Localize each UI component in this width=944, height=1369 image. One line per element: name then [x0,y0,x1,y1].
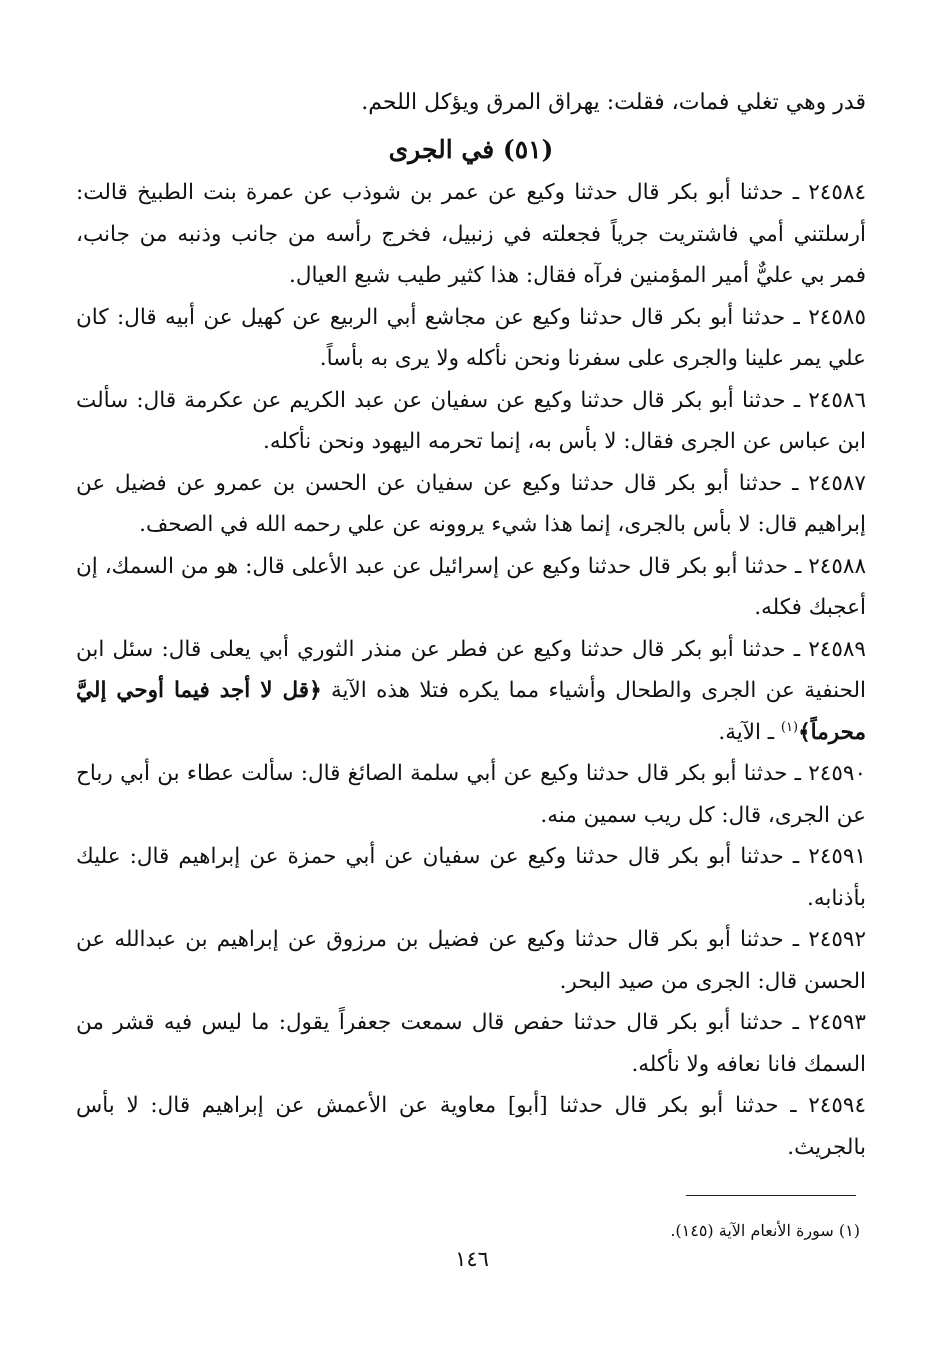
hadith-text: ـ حدثنا أبو بكر قال حدثنا حفص قال سمعت جعفراً يقول: ما ليس فيه قشر من السمك فانا نعافه ولا نأكله. [76,1010,866,1077]
hadith-number: ٢٤٥٨٦ [808,387,866,413]
quran-quote: ﴿قل لا أجد فيما أوحي إليَّ محرماً﴾ [76,678,866,745]
hadith-text: ـ حدثنا أبو بكر قال حدثنا وكيع عن عمر بن شوذب عن عمرة بنت الطبيخ قالت: أرسلتني أمي فاشتريت جرياً فجعلته في زنبيل، فخرج رأسه من جانب وذنبه من جانب، فمر بي عليٌّ أمير المؤمنين فرآه فقال: هذا كثير طيب شبع العيال. [76,180,866,288]
section-heading: (٥١) في الجرى [388,135,554,164]
hadith-text: ـ حدثنا أبو بكر قال حدثنا وكيع عن مجاشع أبي الربيع عن كهيل عن أبيه قال: كان علي يمر علينا والجرى على سفرنا ونحن نأكله ولا يرى به بأساً. [76,304,866,371]
hadith-number: ٢٤٥٨٥ [808,304,866,330]
footnote-reference[interactable]: (١) [780,719,799,735]
hadith-number: ٢٤٥٩٤ [808,1093,866,1118]
hadith-entries [76,172,866,1168]
hadith-number: ٢٤٥٩٢ [808,927,866,952]
hadith-entry [76,172,866,297]
hadith-number: ٢٤٥٨٨ [808,553,866,579]
hadith-text: ـ حدثنا أبو بكر قال حدثنا وكيع عن أبي سلمة الصائغ قال: سألت عطاء بن أبي رباح عن الجرى، قال: كل ريب سمين منه. [76,761,866,828]
hadith-entry [76,753,866,836]
hadith-text: ـ حدثنا أبو بكر قال حدثنا وكيع عن فطر عن منذر الثوري أبي يعلى قال: سئل ابن الحنفية عن الجرى والطحال وأشياء مما يكره فتلا هذه الآية [76,636,866,703]
hadith-number: ٢٤٥٨٧ [808,470,866,496]
intro-line: قدر وهي تغلي فمات، فقلت: يهراق المرق ويؤكل اللحم. [361,90,866,115]
footnote-divider [686,1195,856,1196]
page-number: ١٤٦ [455,1247,489,1271]
hadith-entry [76,463,866,546]
hadith-entry [76,546,866,629]
hadith-text: ـ حدثنا أبو بكر قال حدثنا وكيع عن سفيان عن الحسن بن عمرو عن فضيل عن إبراهيم قال: لا بأس بالجرى، إنما هذا شيء يروونه عن علي رحمه الله في الصحف. [76,470,866,537]
hadith-text-after: ـ الآية. [718,719,781,745]
hadith-entry [76,380,866,463]
hadith-number: ٢٤٥٩٠ [808,761,866,786]
hadith-entry [76,1085,866,1168]
hadith-entry [76,1002,866,1085]
hadith-entry [76,297,866,380]
hadith-entry [76,629,866,754]
footnote: (١) سورة الأنعام الآية (١٤٥). [670,1221,860,1240]
hadith-number: ٢٤٥٩١ [808,844,867,869]
hadith-text: ـ حدثنا أبو بكر قال حدثنا وكيع عن فضيل بن مرزوق عن إبراهيم بن عبدالله عن الحسن قال: الجرى من صيد البحر. [76,927,866,994]
hadith-number: ٢٤٥٨٤ [808,180,866,205]
hadith-entry [76,836,866,919]
hadith-text: ـ حدثنا أبو بكر قال حدثنا [أبو] معاوية عن الأعمش عن إبراهيم قال: لا بأس بالجريث. [76,1093,866,1160]
hadith-text: ـ حدثنا أبو بكر قال حدثنا وكيع عن إسرائيل عن عبد الأعلى قال: هو من السمك، إن أعجبك فكله. [76,553,866,620]
hadith-number: ٢٤٥٩٣ [808,1010,866,1035]
hadith-entry [76,919,866,1002]
hadith-text: ـ حدثنا أبو بكر قال حدثنا وكيع عن سفيان عن أبي حمزة عن إبراهيم قال: عليك بأذنابه. [76,844,866,911]
hadith-text: ـ حدثنا أبو بكر قال حدثنا وكيع عن سفيان عن عبد الكريم عن عكرمة قال: سألت ابن عباس عن الجرى فقال: لا بأس به، إنما تحرمه اليهود ونحن نأكله. [76,387,866,454]
hadith-number: ٢٤٥٨٩ [808,636,866,662]
